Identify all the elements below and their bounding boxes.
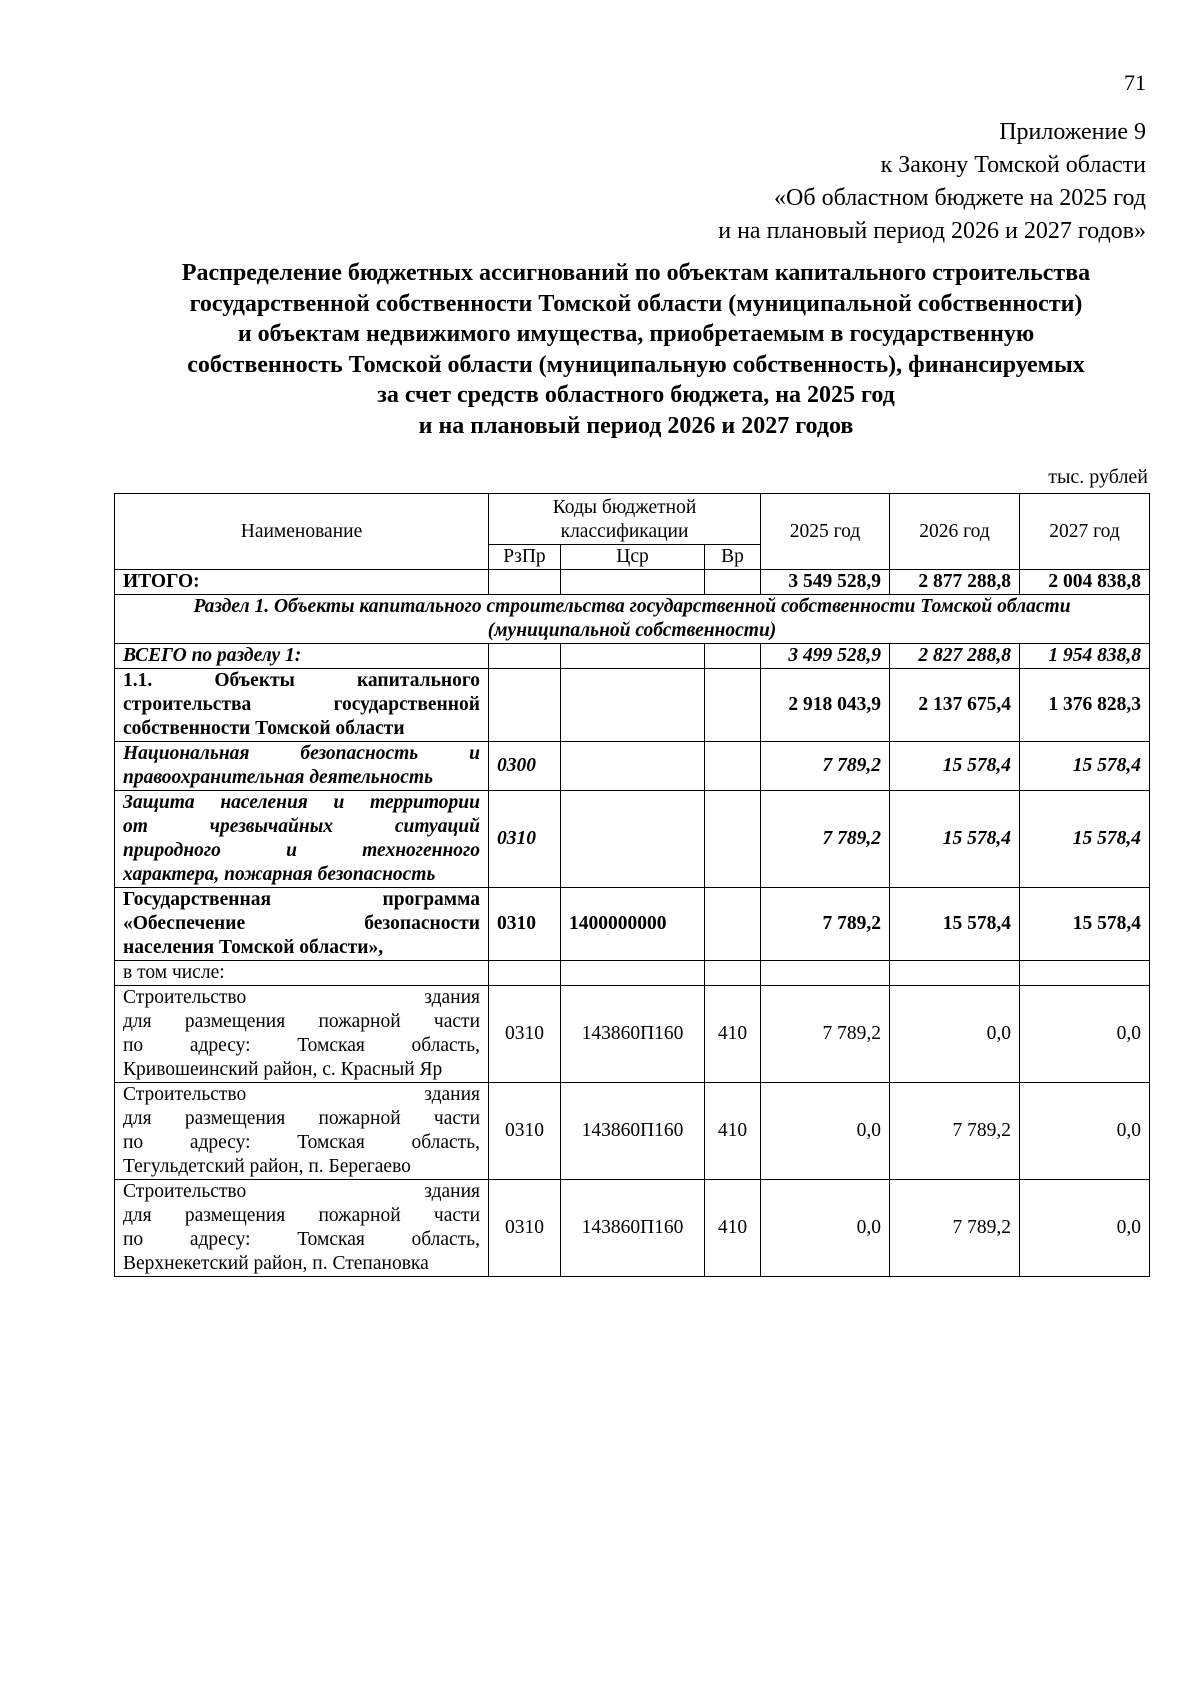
section-total-row xyxy=(115,644,1150,669)
empty-cell xyxy=(705,791,761,888)
empty-cell xyxy=(705,961,761,986)
header-codes-line: классификации xyxy=(560,521,689,542)
empty-cell xyxy=(489,570,561,595)
empty-cell xyxy=(890,961,1020,986)
item-vr: 410 xyxy=(705,986,761,1083)
appendix-line: Приложение 9 xyxy=(999,119,1146,145)
empty-cell xyxy=(489,644,561,669)
section-total-2025: 3 499 528,9 xyxy=(761,644,890,669)
subcategory-label-line: Защита населения и территории xyxy=(123,792,480,813)
item-name-line: Кривошеинский район, с. Красный Яр xyxy=(123,1059,443,1080)
empty-cell xyxy=(705,742,761,791)
program-2025: 7 789,2 xyxy=(761,888,890,961)
category-label-line: Национальная безопасность и xyxy=(123,743,480,764)
category-2027: 15 578,4 xyxy=(1020,742,1150,791)
item-name-line: по адресу: Томская область, xyxy=(123,1132,480,1153)
item-name-line: для размещения пожарной части xyxy=(123,1205,480,1226)
header-vr: Вр xyxy=(705,545,761,570)
program-rzpr: 0310 xyxy=(489,888,561,961)
header-row xyxy=(115,494,1150,545)
item-name-line: Тегульдетский район, п. Берегаево xyxy=(123,1156,411,1177)
header-2025: 2025 год xyxy=(761,494,890,570)
header-2027: 2027 год xyxy=(1020,494,1150,570)
item-csr: 143860П160 xyxy=(561,986,705,1083)
total-2025: 3 549 528,9 xyxy=(761,570,890,595)
item-name-line: Строительство здания xyxy=(123,1181,480,1202)
budget-table xyxy=(114,493,1150,1277)
title-line: за счет средств областного бюджета, на 2025 год xyxy=(377,382,895,408)
empty-cell xyxy=(561,644,705,669)
header-2026: 2026 год xyxy=(890,494,1020,570)
item-rzpr: 0310 xyxy=(489,1083,561,1180)
subsection-2027: 1 376 828,3 xyxy=(1020,669,1150,742)
subcategory-label-line: характера, пожарная безопасность xyxy=(123,864,436,885)
document-title xyxy=(80,258,1192,441)
program-row xyxy=(115,888,1150,961)
subsection-2025: 2 918 043,9 xyxy=(761,669,890,742)
empty-cell xyxy=(705,888,761,961)
item-2027: 0,0 xyxy=(1020,1180,1150,1277)
section-total-label: ВСЕГО по разделу 1: xyxy=(115,644,489,669)
appendix-line: к Закону Томской области xyxy=(880,152,1146,178)
item-name xyxy=(115,986,489,1083)
category-label xyxy=(115,742,489,791)
subcategory-2027: 15 578,4 xyxy=(1020,791,1150,888)
title-line: собственность Томской области (муниципальную собственность), финансируемых xyxy=(187,351,1085,378)
item-name xyxy=(115,1083,489,1180)
item-name xyxy=(115,1180,489,1277)
empty-cell xyxy=(761,961,890,986)
header-codes xyxy=(489,494,761,545)
title-line: и объектам недвижимого имущества, приобретаемым в государственную xyxy=(237,321,1035,347)
subcategory-label-line: от чрезвычайных ситуаций xyxy=(123,816,480,837)
appendix-header xyxy=(718,116,1146,248)
including-row xyxy=(115,961,1150,986)
item-name-line: Строительство здания xyxy=(123,1084,480,1105)
section-total-2026: 2 827 288,8 xyxy=(890,644,1020,669)
subsection-label-line: 1.1. Объекты капитального xyxy=(123,670,480,691)
category-rzpr: 0300 xyxy=(489,742,561,791)
section-heading xyxy=(115,595,1150,644)
empty-cell xyxy=(489,669,561,742)
subcategory-2025: 7 789,2 xyxy=(761,791,890,888)
program-label-line: населения Томской области», xyxy=(123,937,384,958)
section-total-2027: 1 954 838,8 xyxy=(1020,644,1150,669)
item-2027: 0,0 xyxy=(1020,986,1150,1083)
empty-cell xyxy=(561,791,705,888)
appendix-line: и на плановый период 2026 и 2027 годов» xyxy=(718,218,1146,244)
item-name-line: по адресу: Томская область, xyxy=(123,1035,480,1056)
total-2027: 2 004 838,8 xyxy=(1020,570,1150,595)
item-name-line: Строительство здания xyxy=(123,987,480,1008)
program-2026: 15 578,4 xyxy=(890,888,1020,961)
item-2026: 7 789,2 xyxy=(890,1180,1020,1277)
subsection-label xyxy=(115,669,489,742)
item-name-line: для размещения пожарной части xyxy=(123,1108,480,1129)
table-row xyxy=(115,1083,1150,1180)
item-2025: 7 789,2 xyxy=(761,986,890,1083)
title-line: и на плановый период 2026 и 2027 годов xyxy=(418,412,854,439)
title-line: государственной собственности Томской области (муниципальной собственности) xyxy=(189,290,1083,317)
program-label-line: Государственная программа xyxy=(123,889,480,910)
item-2026: 7 789,2 xyxy=(890,1083,1020,1180)
table-row xyxy=(115,986,1150,1083)
empty-cell xyxy=(561,570,705,595)
subcategory-row xyxy=(115,791,1150,888)
program-csr: 1400000000 xyxy=(561,888,705,961)
subcategory-label xyxy=(115,791,489,888)
program-label xyxy=(115,888,489,961)
item-2027: 0,0 xyxy=(1020,1083,1150,1180)
subsection-2026: 2 137 675,4 xyxy=(890,669,1020,742)
empty-cell xyxy=(705,570,761,595)
appendix-line: «Об областном бюджете на 2025 год xyxy=(774,185,1146,211)
item-rzpr: 0310 xyxy=(489,986,561,1083)
item-csr: 143860П160 xyxy=(561,1180,705,1277)
section-heading-line: Раздел 1. Объекты капитального строительства государственной собственности Томской области xyxy=(193,596,1071,617)
category-label-line: правоохранительная деятельность xyxy=(123,767,434,788)
header-csr: Цср xyxy=(561,545,705,570)
empty-cell xyxy=(561,742,705,791)
empty-cell xyxy=(705,644,761,669)
category-row xyxy=(115,742,1150,791)
empty-cell xyxy=(561,669,705,742)
subcategory-label-line: природного и техногенного xyxy=(123,840,480,861)
category-2026: 15 578,4 xyxy=(890,742,1020,791)
item-2025: 0,0 xyxy=(761,1180,890,1277)
section-heading-row xyxy=(115,595,1150,644)
program-label-line: «Обеспечение безопасности xyxy=(123,913,480,934)
section-heading-line: (муниципальной собственности) xyxy=(487,620,777,641)
item-csr: 143860П160 xyxy=(561,1083,705,1180)
item-rzpr: 0310 xyxy=(489,1180,561,1277)
header-codes-line: Коды бюджетной xyxy=(552,497,697,518)
subsection-label-line: строительства государственной xyxy=(123,694,480,715)
total-2026: 2 877 288,8 xyxy=(890,570,1020,595)
including-label: в том числе: xyxy=(115,961,489,986)
header-name: Наименование xyxy=(115,494,489,570)
total-label: ИТОГО: xyxy=(115,570,489,595)
item-name-line: для размещения пожарной части xyxy=(123,1011,480,1032)
category-2025: 7 789,2 xyxy=(761,742,890,791)
item-vr: 410 xyxy=(705,1083,761,1180)
header-rzpr: РзПр xyxy=(489,545,561,570)
empty-cell xyxy=(489,961,561,986)
subsection-label-line: собственности Томской области xyxy=(123,718,405,739)
item-2026: 0,0 xyxy=(890,986,1020,1083)
empty-cell xyxy=(705,669,761,742)
item-2025: 0,0 xyxy=(761,1083,890,1180)
item-name-line: по адресу: Томская область, xyxy=(123,1229,480,1250)
title-line: Распределение бюджетных ассигнований по объектам капитального строительства xyxy=(181,260,1091,286)
subcategory-rzpr: 0310 xyxy=(489,791,561,888)
total-row xyxy=(115,570,1150,595)
empty-cell xyxy=(561,961,705,986)
item-vr: 410 xyxy=(705,1180,761,1277)
units-label: тыс. рублей xyxy=(1048,466,1148,488)
subsection-row xyxy=(115,669,1150,742)
page-number: 71 xyxy=(1124,70,1146,95)
item-name-line: Верхнекетский район, п. Степановка xyxy=(123,1253,429,1274)
table-row xyxy=(115,1180,1150,1277)
program-2027: 15 578,4 xyxy=(1020,888,1150,961)
empty-cell xyxy=(1020,961,1150,986)
subcategory-2026: 15 578,4 xyxy=(890,791,1020,888)
